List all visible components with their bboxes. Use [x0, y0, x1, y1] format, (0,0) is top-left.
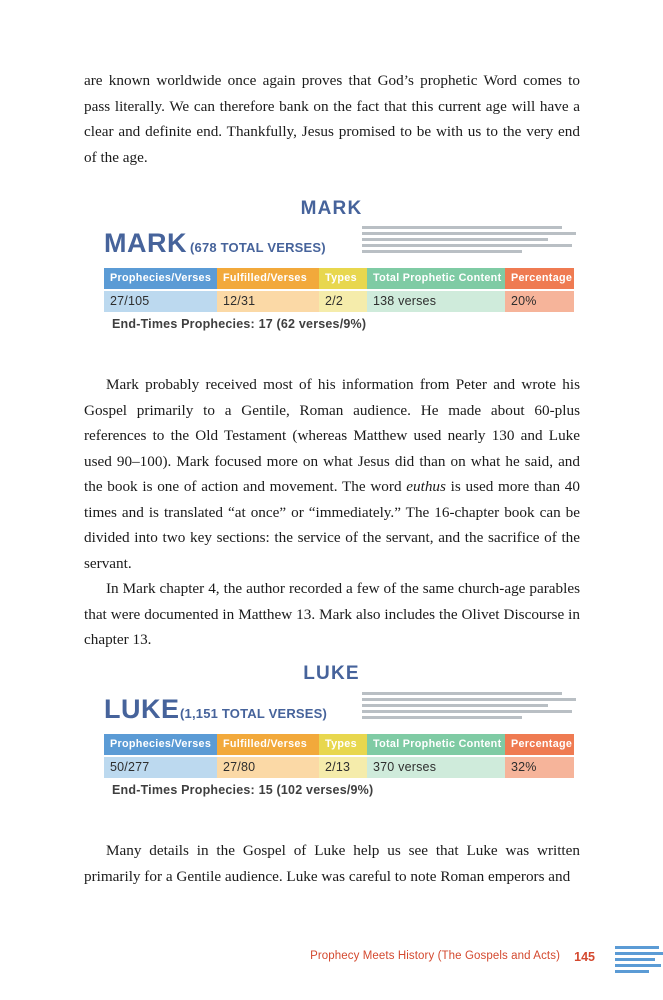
stat-col-header-total-content: Total Prophetic Content [367, 734, 505, 755]
stat-col-header-percentage: Percentage [505, 734, 574, 755]
stat-value-fulfilled: 12/31 [217, 291, 319, 312]
stat-header-row-luke [104, 734, 574, 755]
stat-end-times-luke: End-Times Prophecies: 15 (102 verses/9%) [112, 783, 374, 797]
stat-head-luke [104, 694, 574, 732]
stat-end-times-mark: End-Times Prophecies: 17 (62 verses/9%) [112, 317, 367, 331]
page-footer [0, 950, 663, 986]
paragraph-mark-1 [84, 372, 580, 576]
scribble-lines-icon-mark [362, 226, 578, 256]
stat-header-row-mark [104, 268, 574, 289]
footer-chapter-title: Prophecy Meets History (The Gospels and Acts) [310, 950, 560, 962]
page-number: 145 [574, 950, 595, 964]
paragraph-mark-1-a: Mark probably received most of his information from Peter and wrote his Gospel primarily to a Gentile, Roman audience. He made about 60-plus references to the Old Testament (whereas Matthew used nearly 130 and Luke used 90–100). Mark focused more on what Jesus did than on what he said, and the book is one of action and movement. The word [84, 376, 580, 495]
stat-value-prophecies: 27/105 [104, 291, 217, 312]
paragraph-top: are known worldwide once again proves that God’s prophetic Word comes to pass literally. We can therefore bank on the fact that this current age will have a clear and definite end. Thankfully, Jesus promised to be with us to the very end of the age. [84, 72, 580, 166]
scribble-lines-icon-luke [362, 692, 578, 722]
paragraph-mark-1-italic: euthus [406, 478, 446, 495]
stat-col-header-types: Types [319, 734, 367, 755]
stat-value-fulfilled: 27/80 [217, 757, 319, 778]
stat-block-luke [104, 694, 574, 797]
stat-col-header-total-content: Total Prophetic Content [367, 268, 505, 289]
footer-scribble-icon [615, 946, 663, 980]
stat-col-header-prophecies: Prophecies/Verses [104, 734, 217, 755]
section-heading-luke: LUKE [303, 663, 360, 684]
stat-value-total-content: 370 verses [367, 757, 505, 778]
stat-value-percentage: 32% [505, 757, 574, 778]
stat-col-header-fulfilled: Fulfilled/Verses [217, 268, 319, 289]
stat-value-types: 2/13 [319, 757, 367, 778]
paragraph-mark-block [84, 372, 580, 653]
stat-value-row-mark [104, 291, 574, 312]
paragraph-mark-2: In Mark chapter 4, the author recorded a few of the same church-age parables that were documented in Matthew 13. Mark also includes the Olivet Discourse in chapter 13. [84, 580, 580, 648]
stat-col-header-percentage: Percentage [505, 268, 574, 289]
stat-col-header-types: Types [319, 268, 367, 289]
section-heading-mark: MARK [300, 198, 363, 219]
paragraph-mark-1-b: is used more than 40 times and is translated “at once” or “immediately.” The 16-chapter book can be divided into two key sections: the service of the servant, and the sacrifice of the servant. [84, 478, 580, 572]
paragraph-top-block [84, 68, 580, 170]
stat-head-mark [104, 228, 574, 266]
stat-value-row-luke [104, 757, 574, 778]
stat-value-prophecies: 50/277 [104, 757, 217, 778]
paragraph-luke-1: Many details in the Gospel of Luke help us see that Luke was written primarily for a Gentile audience. Luke was careful to note Roman emperors and [84, 842, 580, 885]
stat-value-percentage: 20% [505, 291, 574, 312]
stat-total-verses-luke: (1,151 TOTAL VERSES) [180, 706, 328, 721]
stat-value-types: 2/2 [319, 291, 367, 312]
stat-book-title-mark: MARK [104, 228, 187, 258]
stat-total-verses-mark: (678 TOTAL VERSES) [190, 240, 326, 255]
stat-col-header-fulfilled: Fulfilled/Verses [217, 734, 319, 755]
paragraph-luke-block [84, 838, 580, 889]
stat-book-title-luke: LUKE [104, 694, 180, 724]
stat-block-mark [104, 228, 574, 331]
stat-value-total-content: 138 verses [367, 291, 505, 312]
stat-col-header-prophecies: Prophecies/Verses [104, 268, 217, 289]
